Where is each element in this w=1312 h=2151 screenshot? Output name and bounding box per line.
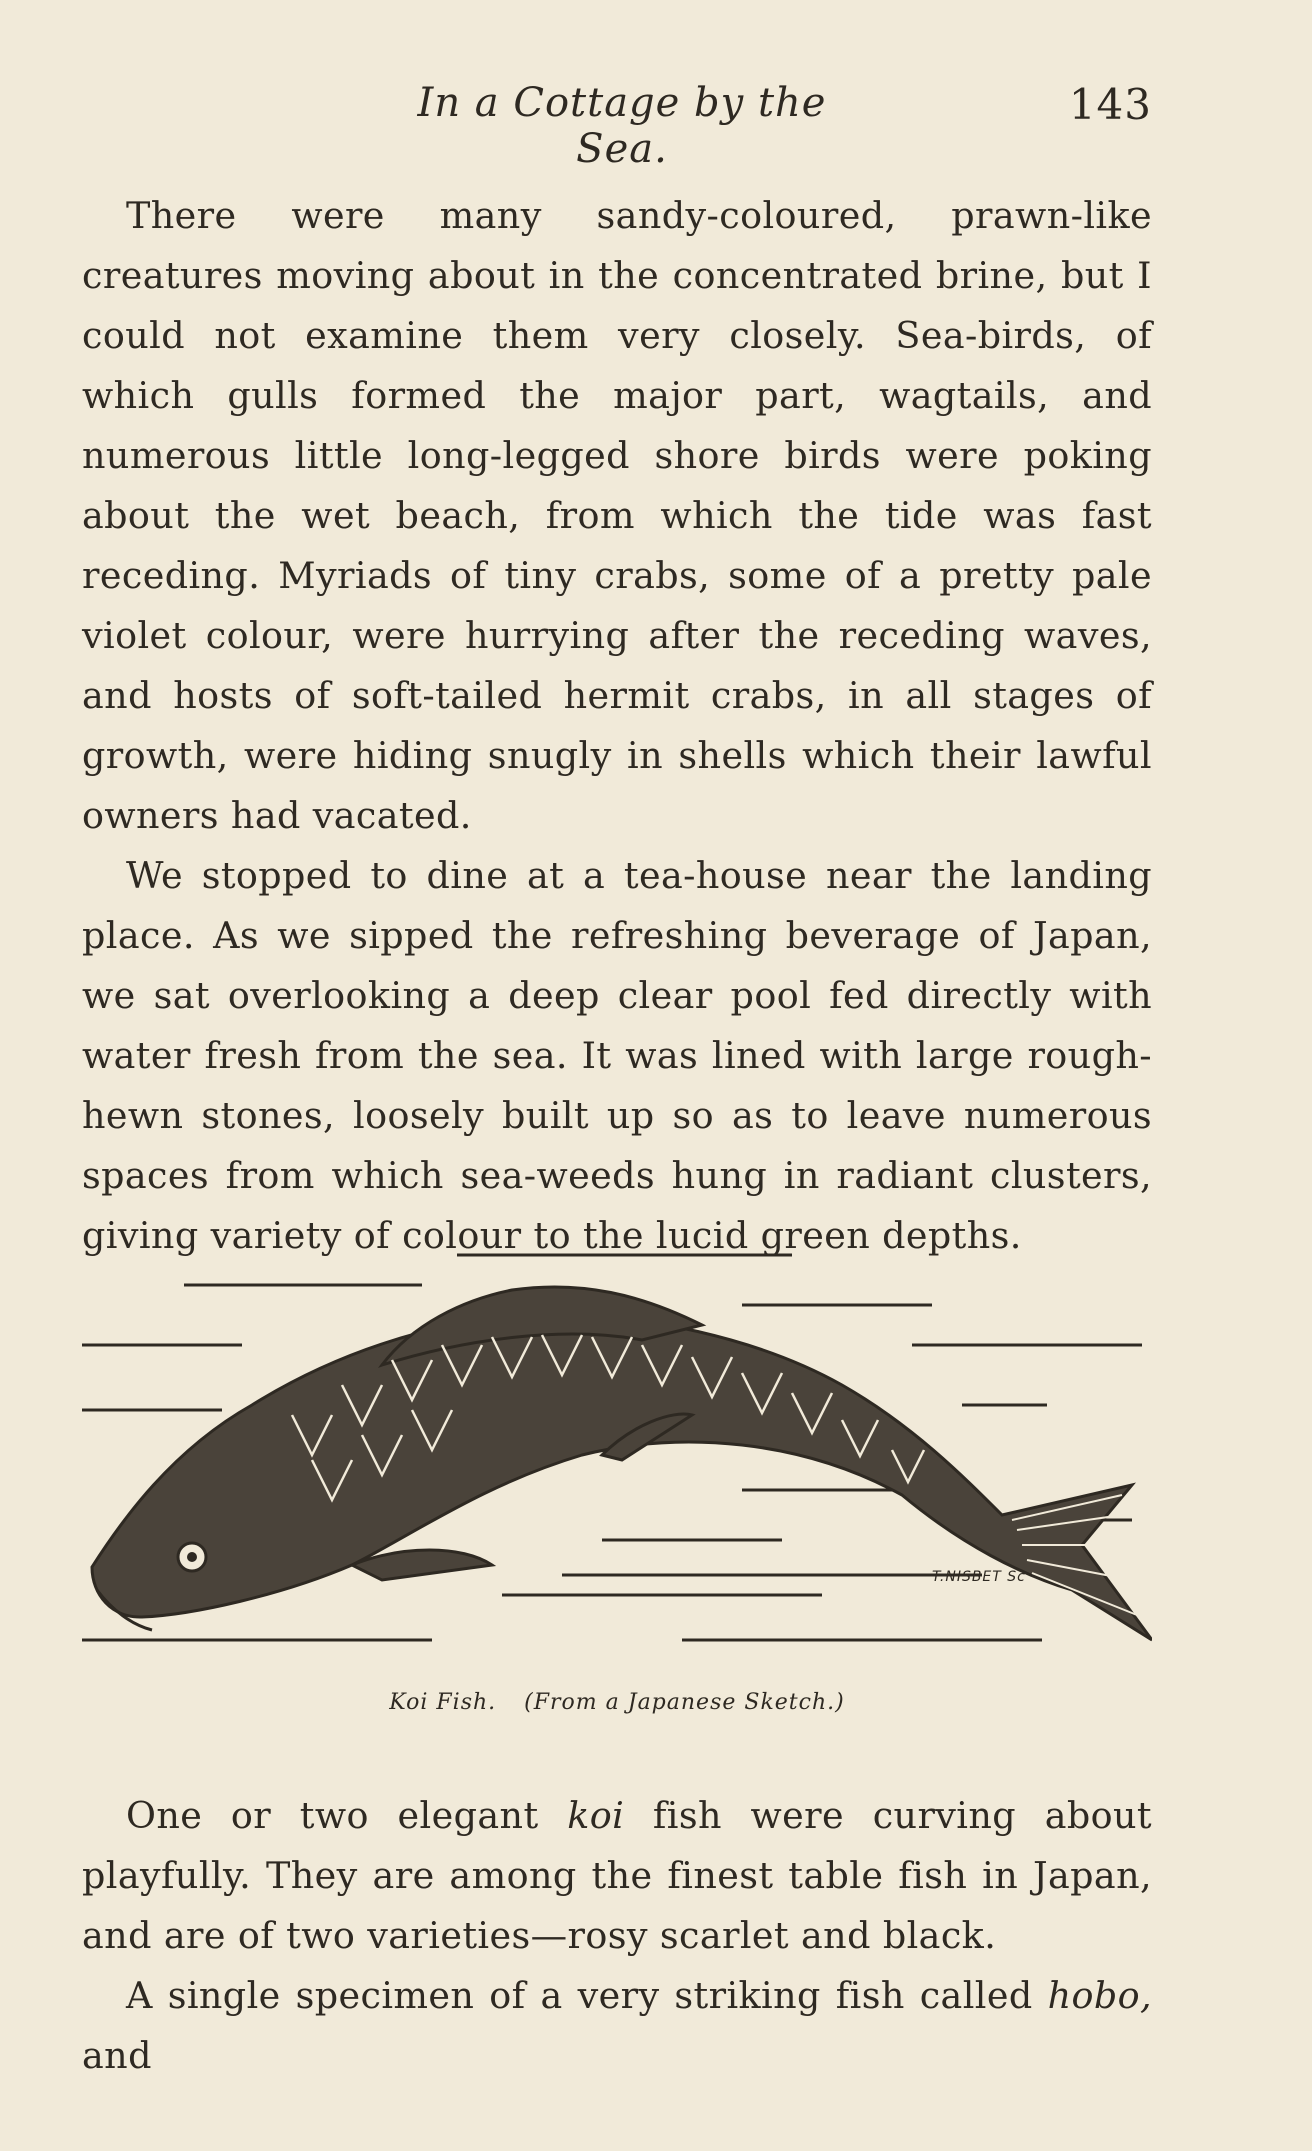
body-text-top <box>82 186 1152 1266</box>
running-title: In a Cottage by the Sea. <box>417 80 827 172</box>
body-text-bottom <box>82 1786 1152 2086</box>
engraver-mark: T.NISBET Sc <box>932 1569 1026 1585</box>
hobo-text-after: and <box>82 2034 152 2077</box>
koi-fish-illustration <box>82 1245 1152 1665</box>
paragraph-hobo <box>82 1966 1152 2086</box>
paragraph-koi <box>82 1786 1152 1966</box>
caption-title: Koi Fish. <box>389 1690 497 1715</box>
figure-caption <box>82 1690 1152 1715</box>
hobo-word: hobo, <box>1047 1974 1152 2017</box>
paragraph-tea-house: We stopped to dine at a tea-house near the landing place. As we sipped the refreshing beverage of Japan, we sat overlooking a deep clear pool fed directly with water fresh from the sea. It was lined with large rough-hewn stones, loosely built up so as to leave numerous spaces from which sea-weeds hung in radiant clusters, giving variety of colour to the lucid green depths. <box>82 854 1152 1257</box>
paragraph-sea-creatures: There were many sandy-coloured, prawn-like creatures moving about in the concentrated brine, but I could not examine them very closely. Sea-birds, of which gulls formed the major part, wagtails, and numerous little long-legged shore birds were poking about the wet beach, from which the tide was fast receding. Myriads of tiny crabs, some of a pretty pale violet colour, were hurrying after the receding waves, and hosts of soft-tailed hermit crabs, in all stages of growth, were hiding snugly in shells which their lawful owners had vacated. <box>82 194 1152 837</box>
koi-word: koi <box>567 1794 625 1837</box>
caption-source: (From a Japanese Sketch.) <box>524 1690 845 1715</box>
koi-text-after: fish were curving about playfully. They are among the finest table fish in Japan, and are of two varieties—rosy scarlet and black. <box>82 1794 1152 1957</box>
koi-text-before: One or two elegant <box>126 1794 568 1837</box>
page-number: 143 <box>1068 80 1152 129</box>
hobo-text-before: A single specimen of a very striking fish called <box>126 1974 1048 2017</box>
koi-body <box>92 1315 1152 1640</box>
running-head <box>82 80 1152 172</box>
koi-fish-engraving <box>82 1245 1152 1665</box>
